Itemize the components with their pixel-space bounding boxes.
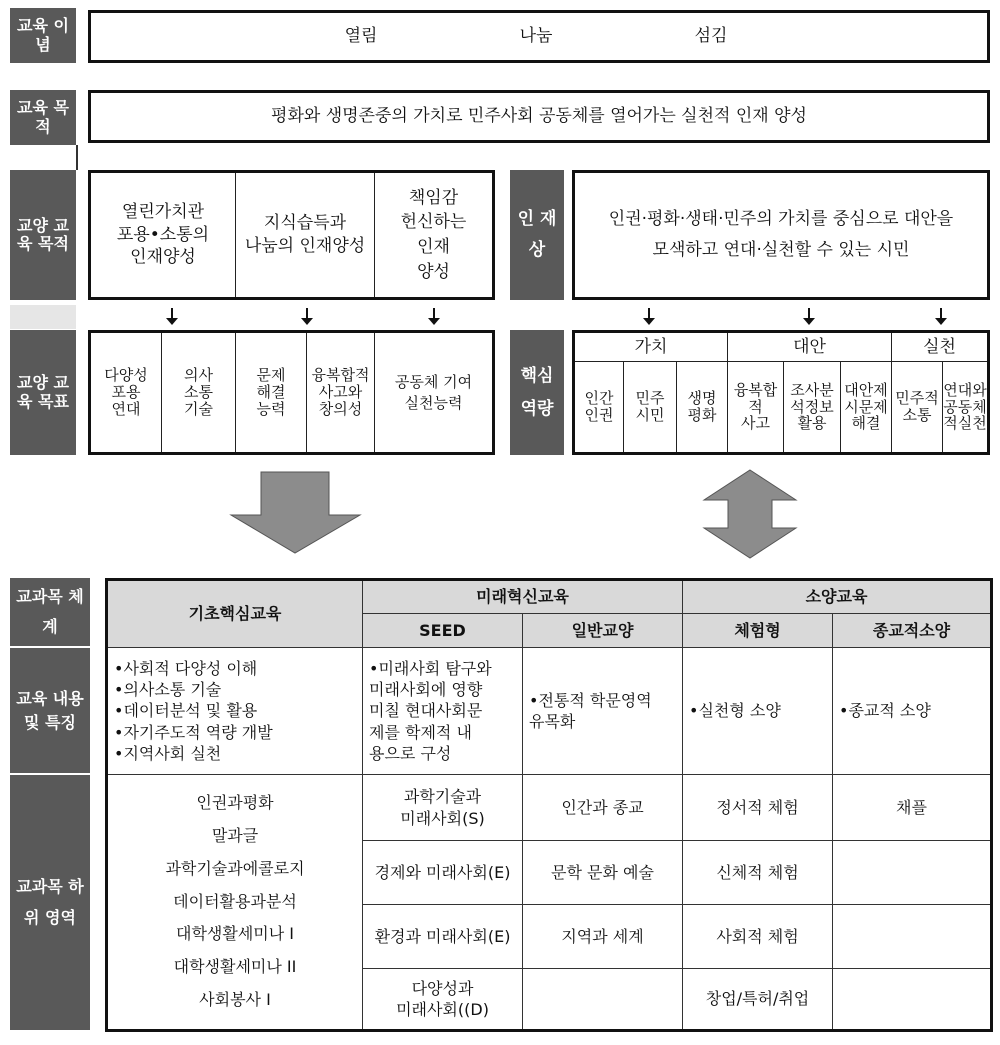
core-item-solidarity: 연대와 공동체 적실천 [943, 380, 987, 433]
core-item-democratic-communication: 민주적 소통 [895, 389, 939, 424]
core-item-convergent-thinking: 융복합 적 사고 [733, 380, 778, 433]
philosophy-serving: 섬김 [694, 26, 728, 47]
down-arrow-icon [166, 308, 178, 326]
liberal-goal-2: 지식습득과 나눔의 인재양성 [244, 213, 366, 256]
down-arrow-icon [803, 308, 815, 326]
core-group-value: 가치 [634, 336, 668, 357]
core-item-life-peace: 생명 평화 [687, 389, 717, 424]
big-down-arrow-icon [228, 470, 363, 555]
seed-course-2: 경제와 미래사회(E) [363, 841, 523, 905]
seed-course-4: 다양성과 미래사회((D) [363, 969, 523, 1031]
seed-course-1: 과학기술과 미래사회(S) [363, 775, 523, 841]
experience-course-4: 창업/특허/취업 [683, 969, 833, 1031]
header-experience: 체험형 [683, 614, 833, 648]
label-objective: 교육 목적 [10, 90, 76, 145]
content-experience: •실천형 소양 [683, 648, 833, 775]
philosophy-box [88, 10, 990, 63]
header-seed: SEED [363, 614, 523, 648]
religion-course-1: 채플 [833, 775, 992, 841]
label-core: 핵심 역량 [510, 330, 564, 455]
label-philosophy: 교육 이념 [10, 8, 76, 63]
religion-course-2 [833, 841, 992, 905]
general-course-4 [523, 969, 683, 1031]
down-arrow-icon [643, 308, 655, 326]
label-liberal-goal: 교양 교육 목적 [10, 170, 76, 300]
label-sub-area: 교과목 하위 영역 [10, 775, 90, 1030]
double-arrow-icon [700, 468, 800, 560]
content-seed: •미래사회 탐구와 미래사회에 영향 미칠 현대사회문 제를 학제적 내 용으로 구성 [363, 648, 523, 775]
label-liberal-target: 교양 교육 목표 [10, 330, 76, 455]
content-basic: •사회적 다양성 이해 •의사소통 기술 •데이터분석 및 활용 •자기주도적 역량 개발 •지역사회 실천 [107, 648, 363, 775]
liberal-target-3: 문제 해결 능력 [256, 366, 286, 418]
core-box [572, 330, 990, 455]
basic-courses: 인권과평화 말과글 과학기술과에콜로지 데이터활용과분석 대학생활세미나 I 대학생활세미나 II 사회봉사 I [107, 775, 363, 1031]
core-item-human-rights: 인간 인권 [584, 389, 614, 424]
philosophy-sharing: 나눔 [519, 26, 553, 47]
general-course-3: 지역과 세계 [523, 905, 683, 969]
core-item-problem-solving: 대안제 시문제 해결 [844, 380, 888, 433]
liberal-target-5: 공동체 기여 실천능력 [394, 373, 473, 412]
objective-text: 평화와 생명존중의 가치로 민주사회 공동체를 열어가는 실천적 인재 양성 [271, 106, 807, 127]
curriculum-table [105, 578, 993, 1032]
liberal-target-2: 의사 소통 기술 [184, 366, 213, 418]
liberal-goal-box [88, 170, 495, 300]
header-general: 일반교양 [523, 614, 683, 648]
liberal-target-box [88, 330, 495, 455]
core-group-alternative: 대안 [793, 336, 826, 357]
connector-line [76, 145, 78, 170]
header-basic-core: 기초핵심교육 [107, 580, 363, 648]
label-curriculum-system: 교과목 체계 [10, 578, 90, 646]
talent-text: 인권·평화·생태·민주의 가치를 중심으로 대안을 모색하고 연대·실천할 수 있는 시민 [608, 209, 954, 260]
content-general: •전통적 학문영역 유목화 [523, 648, 683, 775]
religion-course-3 [833, 905, 992, 969]
header-future-innovation: 미래혁신교육 [363, 580, 683, 614]
down-arrow-icon [301, 308, 313, 326]
experience-course-1: 정서적 체험 [683, 775, 833, 841]
liberal-goal-1: 열린가치관 포용•소통의 인재양성 [116, 201, 210, 268]
general-course-1: 인간과 종교 [523, 775, 683, 841]
down-arrow-icon [428, 308, 440, 326]
general-course-2: 문학 문화 예술 [523, 841, 683, 905]
experience-course-2: 신체적 체험 [683, 841, 833, 905]
core-item-democratic-citizen: 민주 시민 [635, 389, 665, 424]
header-religion: 종교적소양 [833, 614, 992, 648]
liberal-target-1: 다양성 포용 연대 [104, 366, 148, 418]
band-fill [10, 305, 76, 329]
liberal-goal-3: 책임감 헌신하는 인재 양성 [400, 187, 467, 282]
content-religion: •종교적 소양 [833, 648, 992, 775]
label-talent: 인 재 상 [510, 170, 564, 300]
core-item-research-info: 조사분 석정보 활용 [790, 380, 834, 433]
down-arrow-icon [935, 308, 947, 326]
core-group-practice: 실천 [923, 336, 956, 357]
philosophy-openness: 열림 [344, 26, 378, 47]
label-content: 교육 내용 및 특징 [10, 648, 90, 773]
header-cultural: 소양교육 [683, 580, 992, 614]
seed-course-3: 환경과 미래사회(E) [363, 905, 523, 969]
religion-course-4 [833, 969, 992, 1031]
liberal-target-4: 융복합적 사고와 창의성 [311, 366, 370, 418]
talent-box [572, 170, 990, 300]
objective-box [88, 90, 990, 143]
experience-course-3: 사회적 체험 [683, 905, 833, 969]
